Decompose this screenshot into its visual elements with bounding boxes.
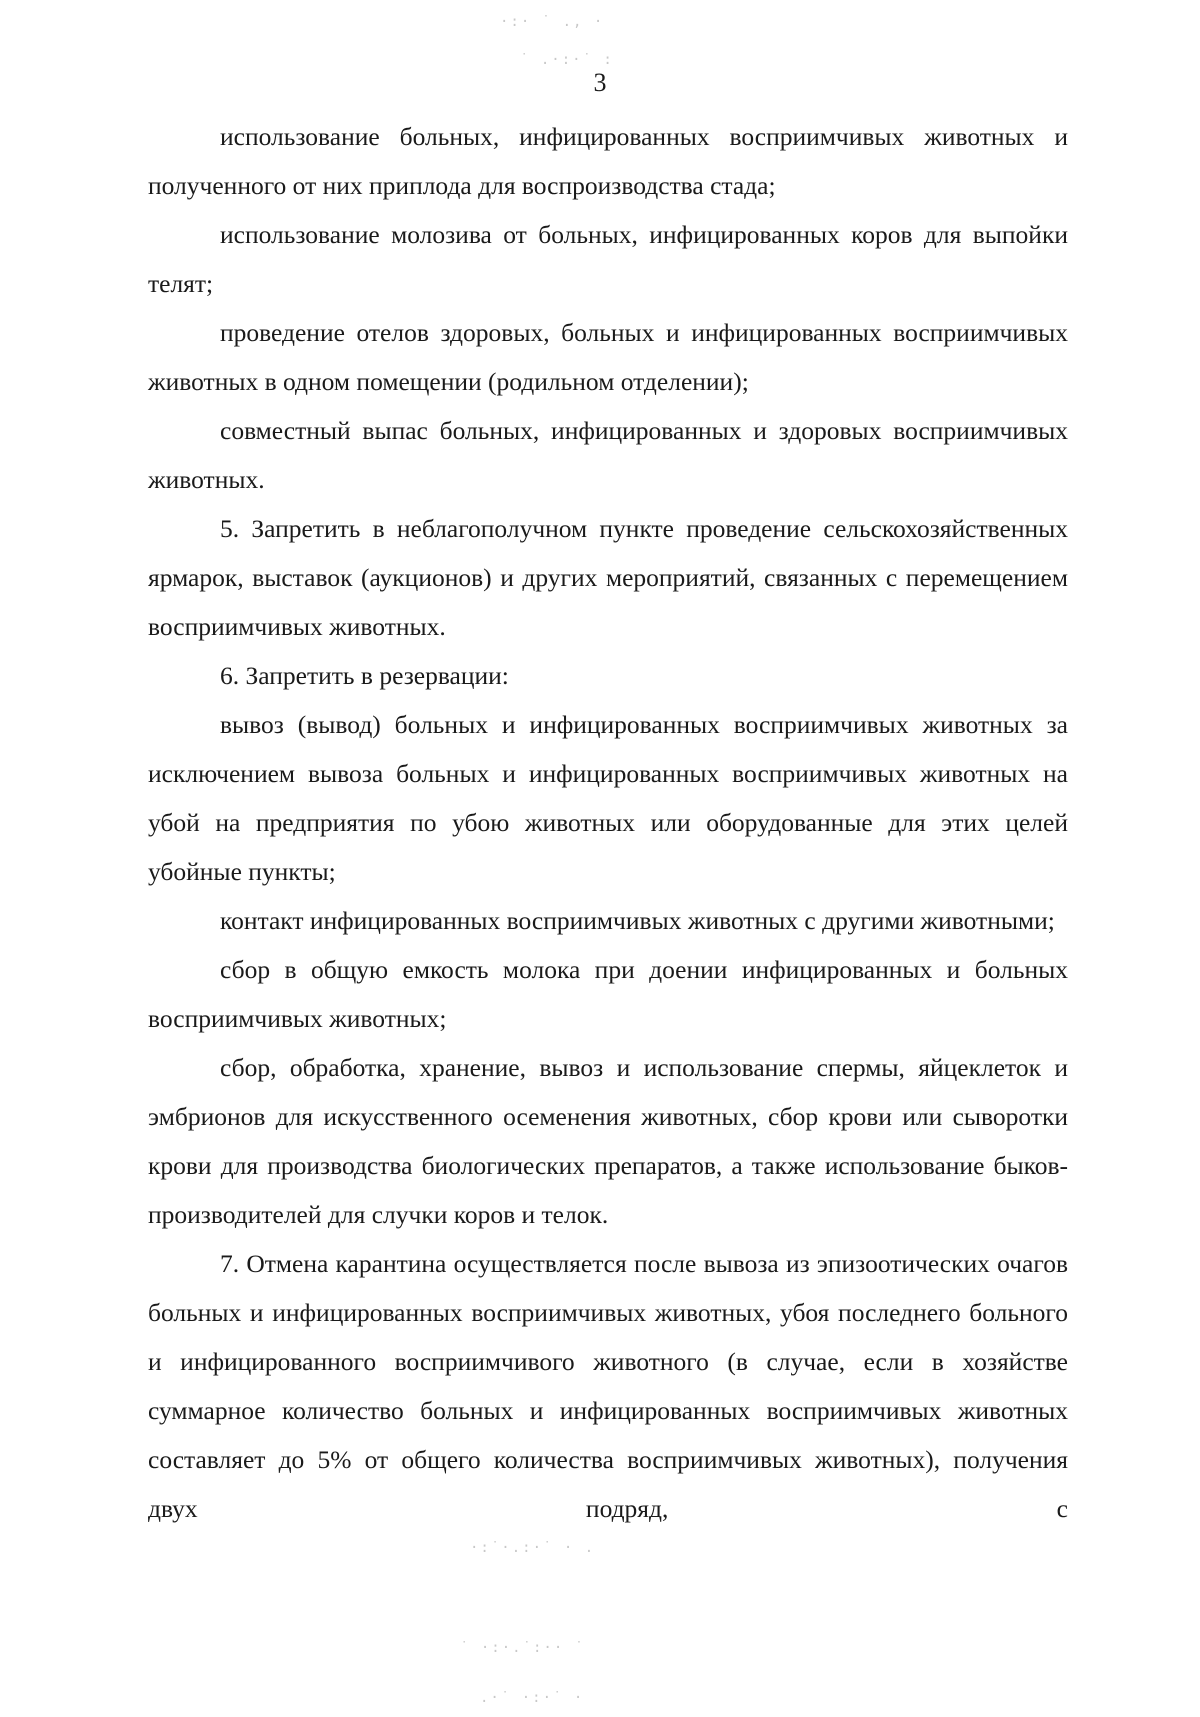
paragraph: вывоз (вывод) больных и инфицированных восприимчивых животных за исключением вывоза больных и инфицированных восприимчивых животных на убой на предприятия по убою животных или оборудованные для этих целей убойные пункты; [148, 710, 1068, 886]
document-body [148, 112, 1068, 1533]
paragraph-item-5: 5. Запретить в неблагополучном пункте проведение сельскохозяйственных ярмарок, выставок (аукционов) и других мероприятий, связанных с перемещением восприимчивых животных. [148, 514, 1068, 641]
scan-noise: ·:˙·.:·˙ · . [470, 1540, 596, 1556]
paragraph-item-7: 7. Отмена карантина осуществляется после вывоза из эпизоотических очагов больных и инфицированных восприимчивых животных, убоя последнего больного и инфицированного восприимчивого животного (в случае, если в хозяйстве суммарное количество больных и инфицированных восприимчивых животных составляет до 5% от общего количества восприимчивых животных), получения двух подряд, с [148, 1249, 1068, 1523]
scan-noise: ·:· ˙ ., · [500, 14, 605, 30]
paragraph: использование больных, инфицированных восприимчивых животных и полученного от них приплода для воспроизводства стада; [148, 122, 1068, 200]
paragraph: проведение отелов здоровых, больных и инфицированных восприимчивых животных в одном помещении (родильном отделении); [148, 318, 1068, 396]
paragraph: совместный выпас больных, инфицированных и здоровых восприимчивых животных. [148, 416, 1068, 494]
scan-noise: ˙ ·:·.˙:·· ˙ [460, 1640, 586, 1656]
scan-noise: ˙ .·:·˙ : [520, 52, 614, 68]
paragraph-item-6: 6. Запретить в резервации: [220, 661, 509, 690]
paragraph: контакт инфицированных восприимчивых животных с другими животными; [220, 906, 1055, 935]
page-number: 3 [593, 68, 607, 97]
paragraph: сбор в общую емкость молока при доении инфицированных и больных восприимчивых животных; [148, 955, 1068, 1033]
paragraph: использование молозива от больных, инфицированных коров для выпойки телят; [148, 220, 1068, 298]
scan-noise: .·˙ ·:·˙ · [480, 1690, 585, 1706]
paragraph: сбор, обработка, хранение, вывоз и использование спермы, яйцеклеток и эмбрионов для искусственного осеменения животных, сбор крови или сыворотки крови для производства биологических препаратов, а также использование быков-производителей для случки коров и телок. [148, 1053, 1068, 1229]
